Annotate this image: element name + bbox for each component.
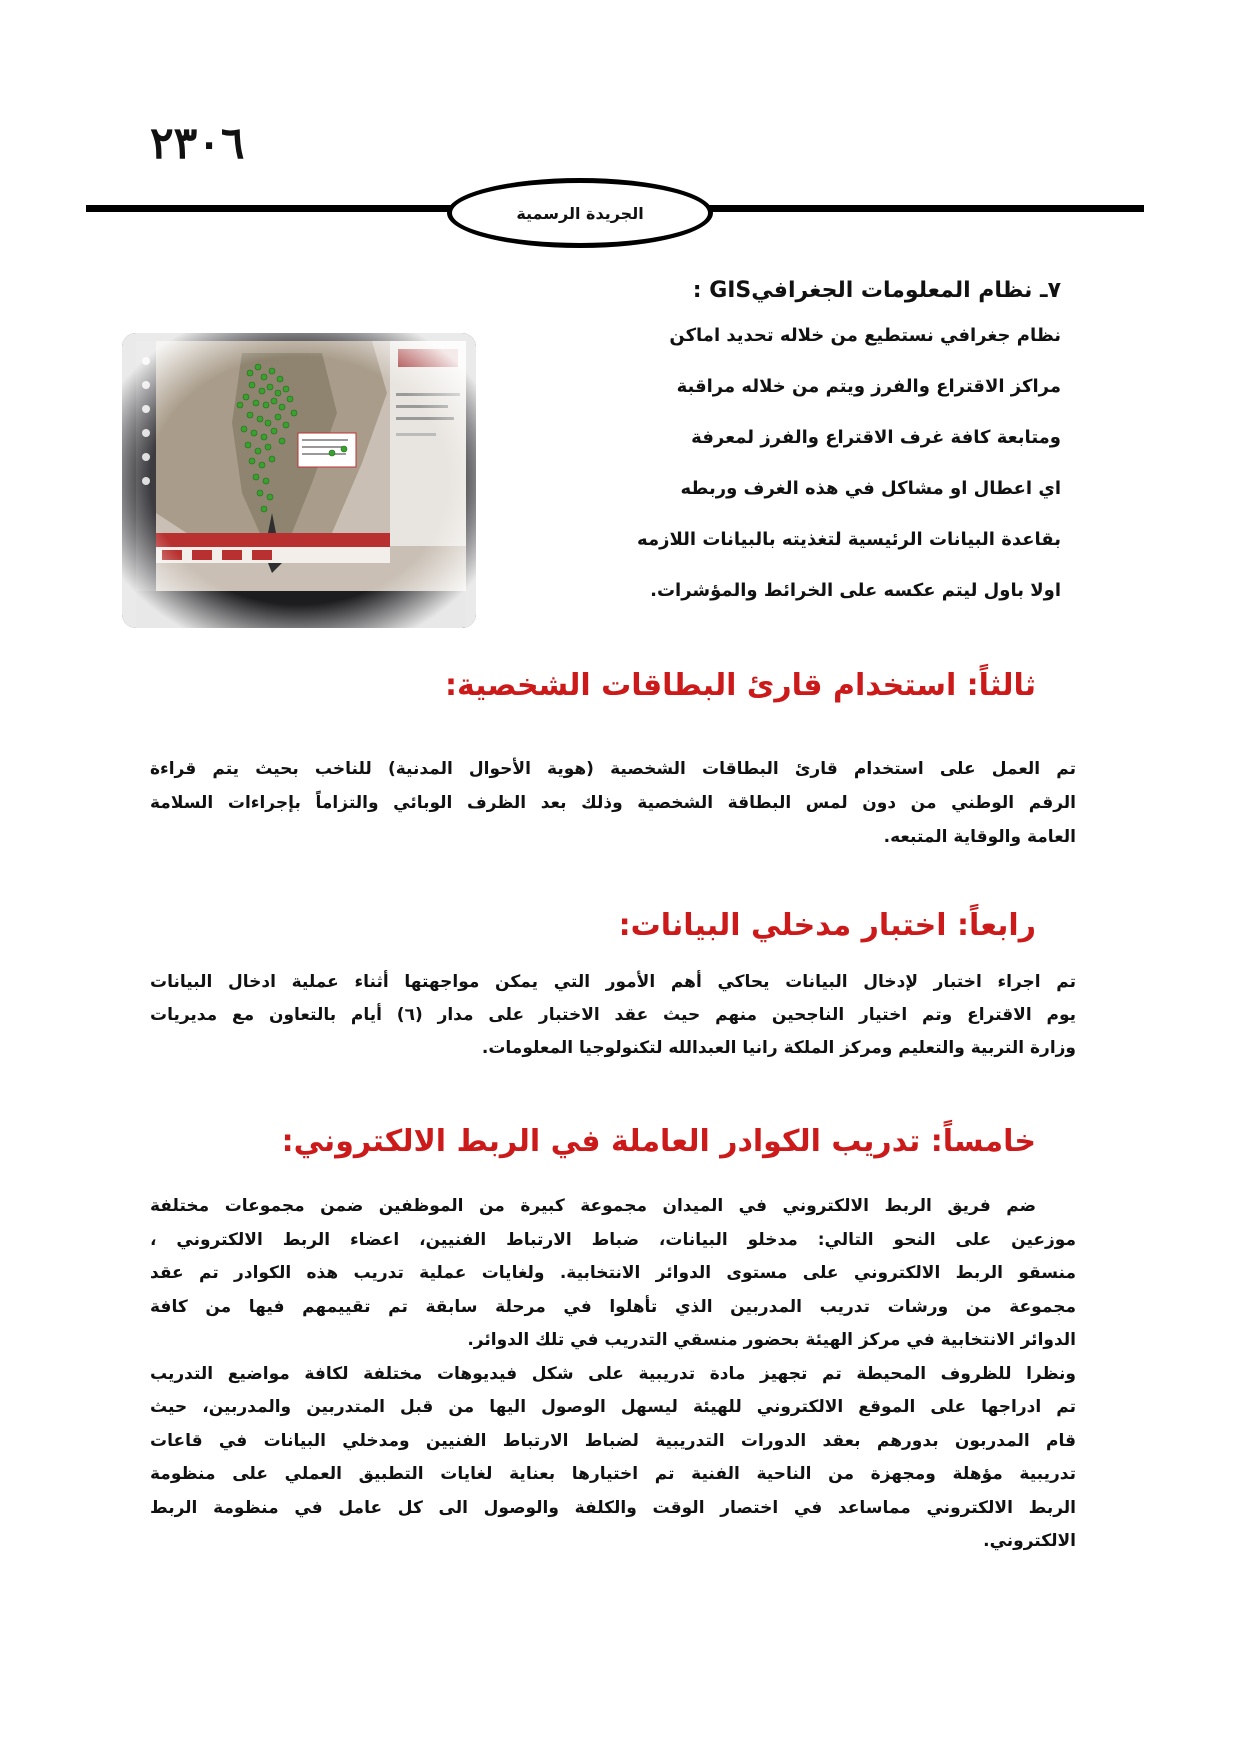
section4-paragraph: [150, 966, 1076, 1065]
section5-line: تم ادراجها على الموقع الالكتروني للهيئة ليسهل الوصول اليها من قبل المتدربين والمدربين، حيث: [150, 1397, 1076, 1417]
section5-heading: خامساً: تدريب الكوادر العاملة في الربط الالكتروني:: [281, 1124, 1036, 1159]
gis-line: ومتابعة كافة غرف الاقتراع والفرز لمعرفة: [691, 427, 1061, 448]
section5-line: الالكتروني.: [983, 1531, 1076, 1551]
section4-line: يوم الاقتراع وتم اختيار الناجحين منهم حيث عقد الاختبار على مدار (٦) أيام بالتعاون مع مديريات: [150, 1005, 1076, 1025]
gis-line: اي اعطال او مشاكل في هذه الغرف وربطه: [680, 478, 1061, 499]
section3-line: تم العمل على استخدام قارئ البطاقات الشخصية (هوية الأحوال المدنية) للناخب بحيث يتم قراءة: [150, 759, 1076, 779]
gis-line: نظام جغرافي نستطيع من خلاله تحديد اماكن: [669, 325, 1061, 346]
section3-line: الرقم الوطني من دون لمس البطاقة الشخصية وذلك بعد الظرف الوبائي والتزاماً بإجراءات السلامة: [150, 793, 1076, 813]
gis-title: ٧ـ نظام المعلومات الجغرافيGIS :: [692, 278, 1061, 303]
gis-line: مراكز الاقتراع والفرز ويتم من خلاله مراقبة: [676, 376, 1061, 397]
publication-name: الجريدة الرسمية: [516, 203, 644, 223]
gis-line: بقاعدة البيانات الرئيسية لتغذيته بالبيانات اللازمه: [637, 529, 1061, 550]
section4-heading: رابعاً: اختبار مدخلي البيانات:: [618, 908, 1036, 943]
section4-line: وزارة التربية والتعليم ومركز الملكة رانيا العبدالله لتكنولوجيا المعلومات.: [481, 1038, 1076, 1058]
gis-line: اولا باول ليتم عكسه على الخرائط والمؤشرات.: [650, 580, 1061, 601]
publication-oval: [447, 178, 713, 248]
section5-line: ونظرا للظروف المحيطة تم تجهيز مادة تدريبية على شكل فيديوهات مختلفة لكافة مواضيع التدريب: [150, 1363, 1076, 1384]
section3-heading: ثالثاً: استخدام قارئ البطاقات الشخصية:: [444, 668, 1036, 703]
section5-line: الدوائر الانتخابية في مركز الهيئة بحضور منسقي التدريب في تلك الدوائر.: [467, 1330, 1076, 1350]
section3-line: العامة والوقاية المتبعه.: [883, 827, 1076, 847]
section5-paragraph: [150, 1190, 1076, 1559]
section5-line: تدريبية مؤهلة ومجهزة من الناحية الفنية تم اختيارها بعناية لغايات التطبيق العملي على منظومة: [150, 1464, 1076, 1484]
section5-line: منسقو الربط الالكتروني على مستوى الدوائر الانتخابية. ولغايات عملية تدريب هذه الكوادر تم عقد: [150, 1263, 1076, 1283]
section5-line: موزعين على النحو التالي: مدخلو البيانات، ضباط الارتباط الفنيين، اعضاء الربط الالكتروني ،: [150, 1229, 1076, 1250]
gis-map-image: [122, 333, 476, 628]
section3-paragraph: [150, 752, 1076, 854]
section5-line: مجموعة من ورشات تدريب المدربين الذي تأهلوا في مرحلة سابقة تم تقييمهم فيها من كافة: [150, 1296, 1076, 1317]
section4-line: تم اجراء اختبار لإدخال البيانات يحاكي أهم الأمور التي يمكن مواجهتها أثناء عملية ادخال البيانات: [150, 972, 1076, 992]
gis-screenshot-photo: [122, 333, 476, 628]
gis-paragraph: [501, 325, 1061, 631]
section5-line: الربط الالكتروني مماساعد في اختصار الوقت والكلفة والوصول الى كل عامل في منظومة الربط: [150, 1497, 1076, 1518]
section5-line: ضم فريق الربط الالكتروني في الميدان مجموعة كبيرة من الموظفين ضمن مجموعات مختلفة: [150, 1196, 1036, 1216]
page-number: ٢٣٠٦: [150, 118, 245, 169]
section5-line: قام المدربون بدورهم بعقد الدورات التدريبية لضباط الارتباط الفنيين ومدخلي البيانات في قاعات: [150, 1430, 1076, 1451]
